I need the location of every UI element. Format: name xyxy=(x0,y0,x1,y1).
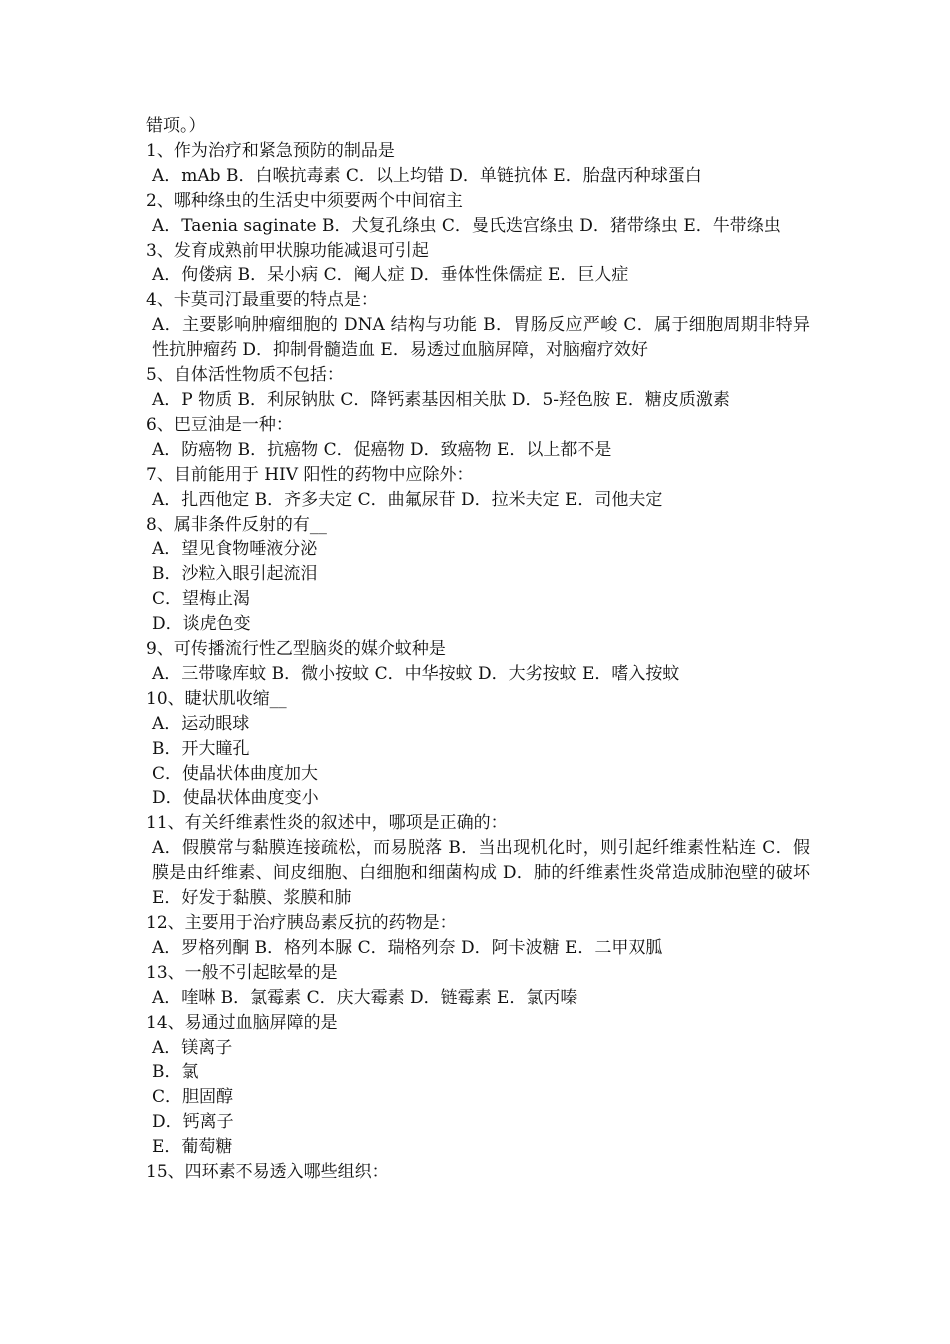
question-10: 10、睫状肌收缩__ xyxy=(146,688,287,709)
question-11: 11、有关纤维素性炎的叙述中，哪项是正确的： xyxy=(146,813,508,834)
question-2: 2、哪种绦虫的生活史中须要两个中间宿主 xyxy=(146,190,463,211)
question-9-options: A．三带喙库蚊 B．微小按蚊 C．中华按蚊 D．大劣按蚊 E．嗜入按蚊 xyxy=(152,663,680,684)
question-14-option: C．胆固醇 xyxy=(152,1087,234,1108)
question-7: 7、目前能用于 HIV 阳性的药物中应除外： xyxy=(146,464,474,485)
question-12: 12、主要用于治疗胰岛素反抗的药物是： xyxy=(146,913,457,933)
question-2-options: A．Taenia saginate B．犬复孔绦虫 C．曼氏迭宫绦虫 D．猪带绦虫 E．牛带绦虫 xyxy=(152,215,781,236)
intro-text: 错项。） xyxy=(146,116,206,136)
question-11-options: A．假膜常与黏膜连接疏松，而易脱落 B．当出现机化时，则引起纤维素性粘连 C．假膜是由纤维素、间皮细胞、白细胞和细菌构成 D．肺的纤维素性炎常造成肺泡壁的破坏 E．好发于黏膜、浆膜和肺 xyxy=(152,838,810,909)
question-8-option: D．谈虎色变 xyxy=(152,614,251,635)
question-8-option: B．沙粒入眼引起流泪 xyxy=(152,564,318,585)
question-1-options: A．mAb B．白喉抗毒素 C．以上均错 D．单链抗体 E．胎盘丙种球蛋白 xyxy=(152,165,702,186)
question-6-options: A．防癌物 B．抗癌物 C．促癌物 D．致癌物 E．以上都不是 xyxy=(152,439,612,460)
question-10-option: B．开大瞳孔 xyxy=(152,738,250,759)
question-1: 1、作为治疗和紧急预防的制品是 xyxy=(146,140,395,161)
question-12-options: A．罗格列酮 B．格列本脲 C．瑞格列奈 D．阿卡波糖 E．二甲双胍 xyxy=(152,937,663,958)
question-10-option: D．使晶状体曲度变小 xyxy=(152,788,319,809)
question-3: 3、发育成熟前甲状腺功能减退可引起 xyxy=(146,240,429,261)
question-8-option: A．望见食物唾液分泌 xyxy=(152,539,318,560)
question-6: 6、巴豆油是一种： xyxy=(146,414,293,435)
question-13: 13、一般不引起眩晕的是 xyxy=(146,962,338,983)
question-8: 8、属非条件反射的有__ xyxy=(146,514,327,535)
question-10-option: C．使晶状体曲度加大 xyxy=(152,763,319,784)
question-8-option: C．望梅止渴 xyxy=(152,589,251,610)
question-14-option: A．镁离子 xyxy=(152,1037,233,1058)
question-4-options: A．主要影响肿瘤细胞的 DNA 结构与功能 B．胃肠反应严峻 C．属于细胞周期非特异性抗肿瘤药 D．抑制骨髓造血 E．易透过血脑屏障，对脑瘤疗效好 xyxy=(152,315,810,361)
question-3-options: A．佝偻病 B．呆小病 C．阉人症 D．垂体性侏儒症 E．巨人症 xyxy=(152,265,629,286)
question-13-options: A．喹啉 B．氯霉素 C．庆大霉素 D．链霉素 E．氯丙嗪 xyxy=(152,987,578,1008)
question-5: 5、自体活性物质不包括： xyxy=(146,365,344,386)
question-14-option: B．氯 xyxy=(152,1062,199,1083)
question-7-options: A．扎西他定 B．齐多夫定 C．曲氟尿苷 D．拉米夫定 E．司他夫定 xyxy=(152,489,663,510)
question-14: 14、易通过血脑屏障的是 xyxy=(146,1012,338,1033)
question-14-option: E．葡萄糖 xyxy=(152,1137,233,1158)
question-9: 9、可传播流行性乙型脑炎的媒介蚊种是 xyxy=(146,639,446,660)
question-14-option: D．钙离子 xyxy=(152,1112,234,1133)
question-4: 4、卡莫司汀最重要的特点是： xyxy=(146,290,378,311)
document-page xyxy=(146,114,810,1185)
question-10-option: A．运动眼球 xyxy=(152,713,250,734)
question-5-options: A．P 物质 B．利尿钠肽 C．降钙素基因相关肽 D．5-羟色胺 E．糖皮质激素 xyxy=(152,389,730,410)
question-15: 15、四环素不易透入哪些组织： xyxy=(146,1162,389,1183)
